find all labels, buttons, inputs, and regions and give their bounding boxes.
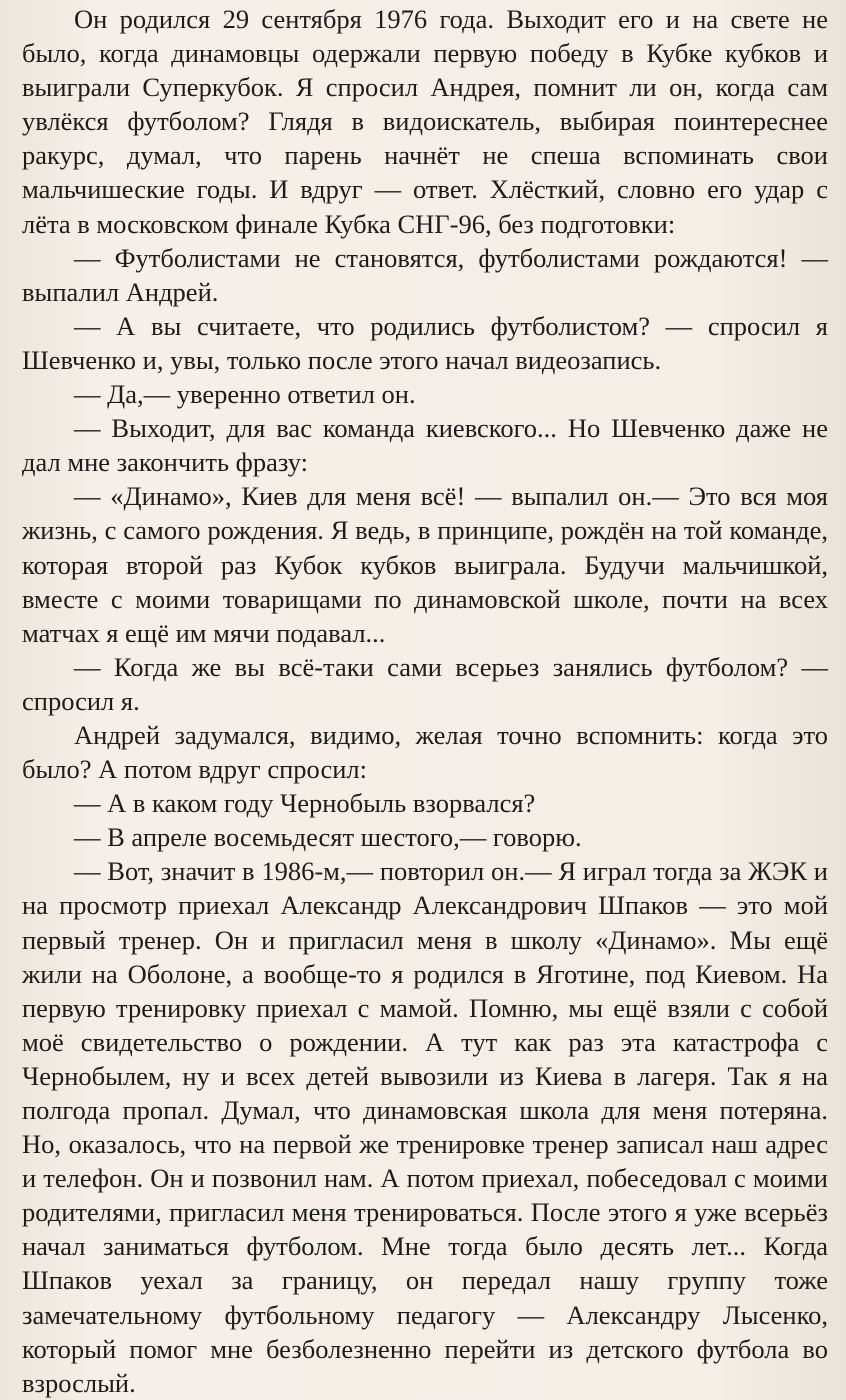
paragraph-intro: Он родился 29 сентября 1976 года. Выходит его и на свете не было, когда динамовцы одержали первую победу в Кубке кубков и выиграли Суперкубок. Я спросил Андрея, помнит ли он, когда сам увлёкся футболом? Глядя в видоискатель, выбирая поинтереснее ракурс, думал, что парень начнёт не спеша вспоминать свои мальчишеские годы. И вдруг — ответ. Хлёсткий, словно его удар с лёта в московском финале Кубка СНГ-96, без подготовки: — [22, 4, 828, 239]
paragraph-chernobyl-question: — А в каком году Чернобыль взорвался? — [74, 788, 536, 819]
paragraph-andrey-thought: Андрей задумался, видимо, желая точно вспомнить: когда это было? А потом вдруг спросил: — [22, 719, 828, 785]
paragraph-april-86: — В апреле восемьдесят шестого,— говорю. — [74, 822, 582, 853]
paragraph-footballers-born: — Футболистами не становятся, футболистами рождаются! — выпалил Андрей. — [22, 242, 828, 307]
paragraph-first-coach: — Вот, значит в 1986-м,— повторил он.— Я играл тогда за ЖЭК и на просмотр приехал Александр Александрович Шпаков — это мой первый тренер. Он и пригласил меня в школу «Динамо». Мы ещё жили на Оболоне, а вообще-то я родился в Яготине, под Киевом. На первую тренировку приехал с мамой. Помню, мы ещё взяли с собой моё свидетельство о рождении. А тут как раз эта катастрофа с Чернобылем, ну и всех детей вывозили из Киева в лагеря. Так я на полгода пропал. Думал, что динамовская школа для меня потеряна. Но, оказалось, что на первой же тренировке тренер записал наш адрес и телефон. Он и позвонил нам. А потом приехал, побеседовал с моими родителями, пригласил меня тренироваться. После этого я уже всерьёз начал заниматься футболом. Мне тогда было десять лет... Когда Шпаков уехал за границу, он передал нашу группу тоже замечательному футбольному педагогу — Александру Лысенко, который помог мне безболезненно перейти из детского футбола во взрослый. — [22, 856, 828, 1398]
paragraph-kiev-team: — Выходит, для вас команда киевского... Но Шевченко даже не дал мне закончить фразу: — [22, 413, 828, 478]
paragraph-yes: — Да,— уверенно ответил он. — [74, 379, 416, 410]
paragraph-when-serious: — Когда же вы всё-таки сами всерьез занялись футболом? — спросил я. — [22, 651, 828, 716]
paragraph-dynamo-everything: — «Динамо», Киев для меня всё! — выпалил он.— Это вся моя жизнь, с самого рождения. Я ведь, в принципе, рождён на той команде, которая второй раз Кубок кубков выиграла. Будучи мальчишкой, вместе с моими товарищами по динамовской школе, почти на всех матчах я ещё им мячи подавал... — [22, 481, 828, 648]
paragraph-born-footballer-question: — А вы считаете, что родились футболистом? — спросил я Шевченко и, увы, только после этого начал видеозапись. — [22, 310, 828, 375]
page-text — [22, 2, 828, 1400]
